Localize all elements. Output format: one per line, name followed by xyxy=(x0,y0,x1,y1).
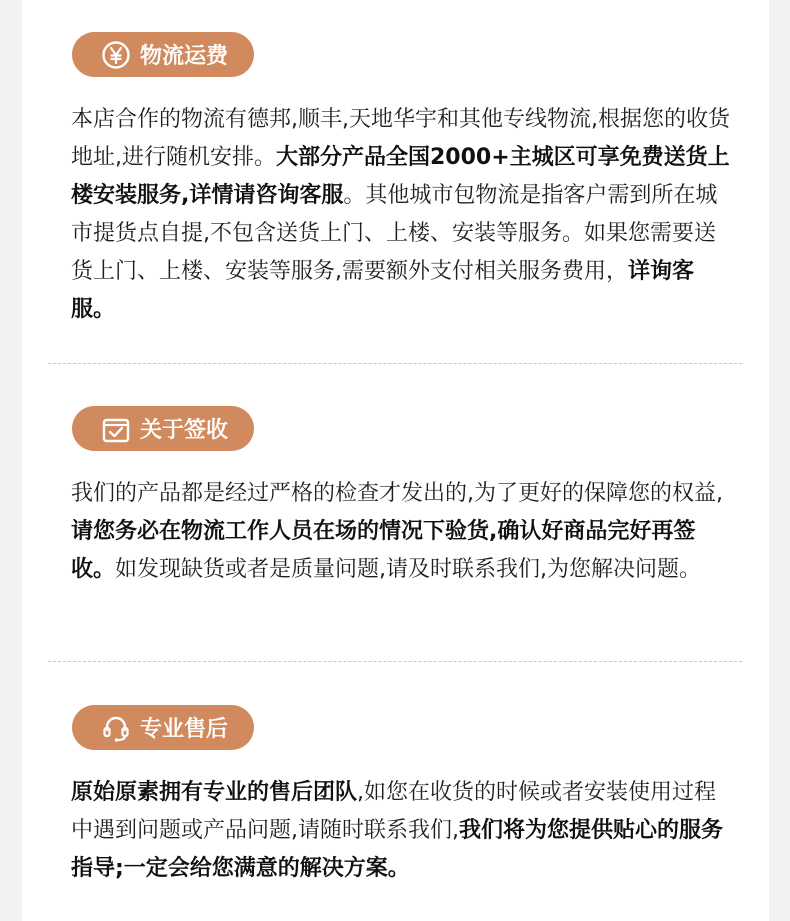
section-title: 物流运费 xyxy=(140,44,229,69)
section-paragraph-aftersales xyxy=(71,774,731,888)
paragraph-text: 。其他城市包物流是指客户需到所在城市提货点自提,不包含送货上门、上楼、安装等服务。如果您需要送货上门、上楼、安装等服务,需要额外支付相关服务费用， xyxy=(71,183,718,284)
section-paragraph-delivery xyxy=(71,475,731,589)
paragraph-bold-text: 原始原素拥有专业的售后团队 xyxy=(71,780,358,805)
paragraph-text: 我们的产品都是经过严格的检查才发出的,为了更好的保障您的权益, xyxy=(71,481,723,506)
paragraph-bold-text: 大部分产品全国2000+主城区可享免费送货上楼安装服务,详情请咨询客服 xyxy=(71,145,730,208)
paragraph-text: ,如您在收货的时候或者安装使用过程中遇到问题或产品问题,请随时联系我们, xyxy=(71,780,717,843)
section-title: 关于签收 xyxy=(140,418,229,443)
section-divider xyxy=(48,363,742,364)
section-title: 专业售后 xyxy=(140,717,229,742)
section-badge-shipping xyxy=(72,32,254,77)
paragraph-bold-text: 我们将为您提供贴心的服务指导;一定会给您满意的解决方案。 xyxy=(71,818,724,881)
headset-icon xyxy=(100,712,132,744)
paragraph-bold-text: 详询客服。 xyxy=(71,259,695,322)
yen-circle-icon xyxy=(100,39,132,71)
section-paragraph-shipping xyxy=(71,101,731,329)
section-divider xyxy=(48,661,742,662)
paragraph-text: 本店合作的物流有德邦,顺丰,天地华宇和其他专线物流,根据您的收货地址,进行随机安排。 xyxy=(71,107,730,170)
section-badge-aftersales xyxy=(72,705,254,750)
section-badge-delivery xyxy=(72,406,254,451)
paragraph-bold-text: 请您务必在物流工作人员在场的情况下验货,确认好商品完好再签收。 xyxy=(71,519,696,582)
paragraph-text: 如发现缺货或者是质量问题,请及时联系我们,为您解决问题。 xyxy=(115,557,702,582)
checkbox-icon xyxy=(100,413,132,445)
